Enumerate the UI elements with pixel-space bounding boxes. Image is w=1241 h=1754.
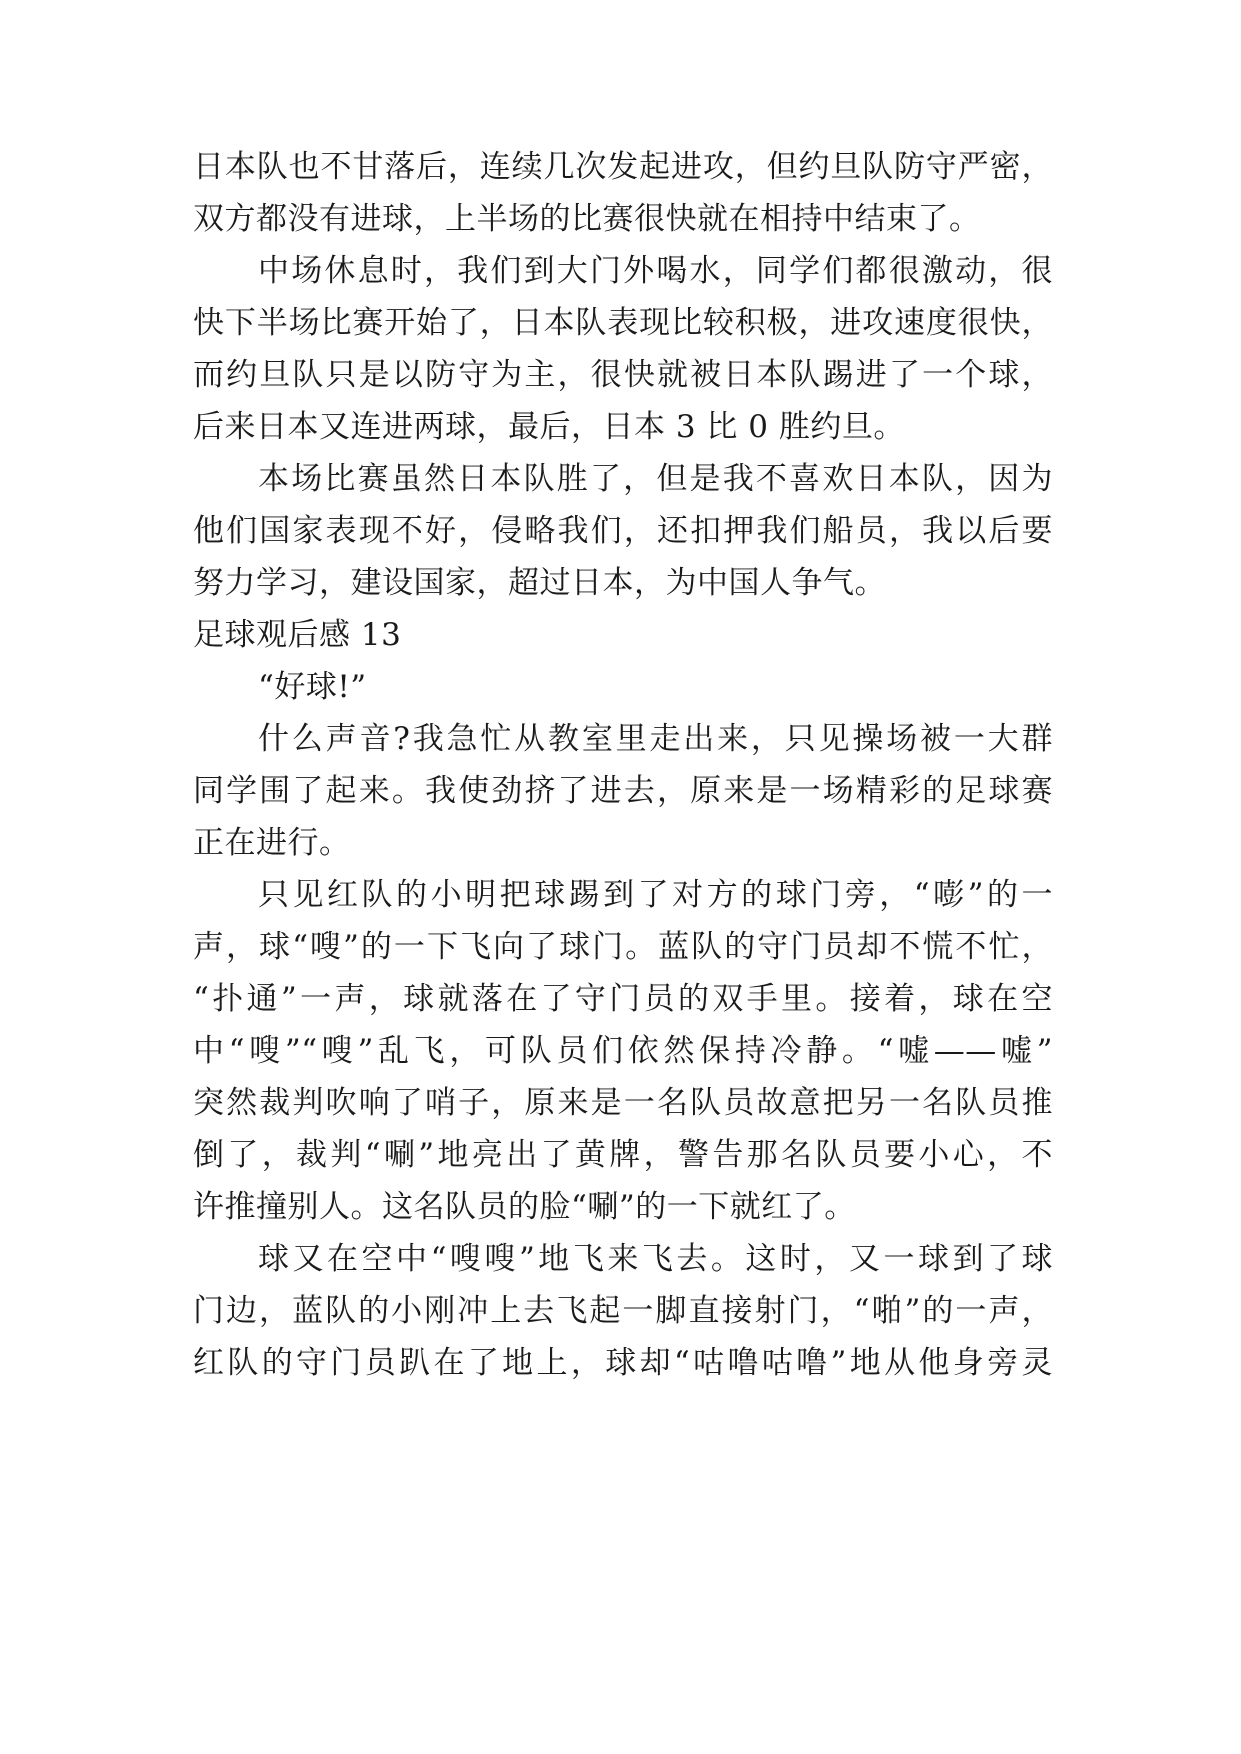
paragraph-start-line: 球又在空中“嗖嗖”地飞来飞去。这时，又一球到了球 <box>258 1241 1053 1277</box>
paragraph-start-line: 中场休息时，我们到大门外喝水，同学们都很激动，很 <box>258 253 1053 289</box>
text-line: 他们国家表现不好，侵略我们，还扣押我们船员，我以后要 <box>193 513 1053 549</box>
paragraph-start-line: 什么声音?我急忙从教室里走出来，只见操场被一大群 <box>258 721 1053 757</box>
text-line: 正在进行。 <box>193 825 351 861</box>
text-line: 中“嗖”“嗖”乱飞，可队员们依然保持冷静。“嘘——嘘” <box>193 1033 1053 1069</box>
quote-line: “好球!” <box>258 669 367 705</box>
text-line: “扑通”一声，球就落在了守门员的双手里。接着，球在空 <box>193 981 1053 1017</box>
text-line: 许推撞别人。这名队员的脸“唰”的一下就红了。 <box>193 1189 856 1225</box>
text-line: 红队的守门员趴在了地上，球却“咕噜咕噜”地从他身旁灵 <box>193 1345 1053 1381</box>
section-heading: 足球观后感 13 <box>193 617 402 653</box>
text-line: 后来日本又连进两球，最后，日本 3 比 0 胜约旦。 <box>193 409 905 445</box>
text-line: 倒了，裁判“唰”地亮出了黄牌，警告那名队员要小心，不 <box>193 1137 1053 1173</box>
text-line: 努力学习，建设国家，超过日本，为中国人争气。 <box>193 565 886 601</box>
text-line: 双方都没有进球，上半场的比赛很快就在相持中结束了。 <box>193 201 981 237</box>
text-line: 门边，蓝队的小刚冲上去飞起一脚直接射门，“啪”的一声， <box>193 1293 1053 1329</box>
text-line: 同学围了起来。我使劲挤了进去，原来是一场精彩的足球赛 <box>193 773 1053 809</box>
text-line: 突然裁判吹响了哨子，原来是一名队员故意把另一名队员推 <box>193 1085 1053 1121</box>
text-line: 而约旦队只是以防守为主，很快就被日本队踢进了一个球， <box>193 357 1053 393</box>
paragraph-start-line: 本场比赛虽然日本队胜了，但是我不喜欢日本队，因为 <box>258 461 1053 497</box>
text-line: 快下半场比赛开始了，日本队表现比较积极，进攻速度很快， <box>193 305 1053 341</box>
text-line: 声，球“嗖”的一下飞向了球门。蓝队的守门员却不慌不忙， <box>193 929 1053 965</box>
text-line: 日本队也不甘落后，连续几次发起进攻，但约旦队防守严密， <box>193 149 1053 185</box>
paragraph-start-line: 只见红队的小明把球踢到了对方的球门旁，“嘭”的一 <box>258 877 1053 913</box>
